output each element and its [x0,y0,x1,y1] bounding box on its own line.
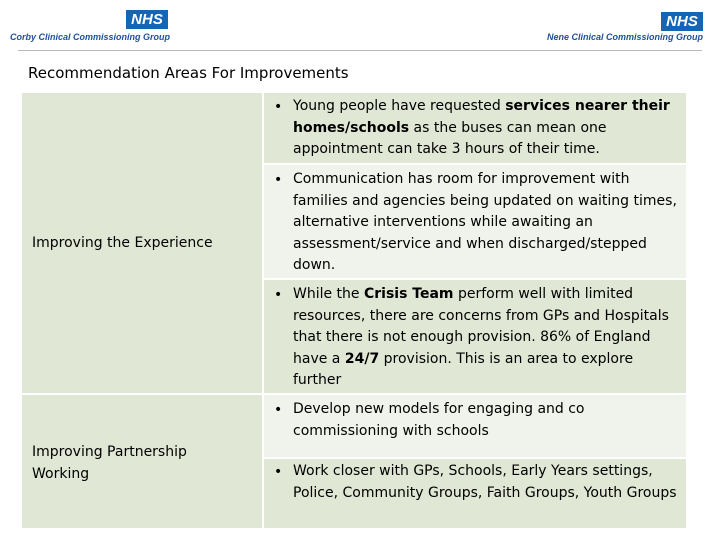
table-row [264,165,686,278]
bullet-icon: • [274,464,283,480]
recommendation-text: Work closer with GPs, Schools, Early Years settings, Police, Community Groups, Faith Groups, Youth Groups [293,463,677,501]
recommendation-text: Communication has room for improvement with families and agencies being updated on waiting times, alternative interventions while awaiting an assessment/service and when discharged/stepped down. [293,171,677,273]
bullet-icon: • [274,287,283,303]
nhs-logo-badge: NHS [126,10,168,29]
section-label-cell [22,395,262,528]
table-row [264,395,686,457]
table-row [264,93,686,163]
corby-ccg-name: Corby Clinical Commissioning Group [9,32,170,42]
corby-ccg-logo [9,10,170,42]
section-label-partnership: Improving Partnership Working [32,444,187,482]
nene-ccg-logo [546,12,703,42]
bullet-icon: • [274,172,283,188]
bullet-icon: • [274,402,283,418]
nene-ccg-name: Nene Clinical Commissioning Group [546,32,703,42]
table-row [264,459,686,528]
section-label-experience: Improving the Experience [32,235,213,251]
section-label-cell [22,93,262,393]
bullet-icon: • [274,99,283,115]
recommendation-text: While the Crisis Team perform well with limited resources, there are concerns from GPs and Hospitals that there is not enough provision. 86% of England have a 24/7 provision. This is an area to explore further [293,286,669,388]
recommendation-text: Young people have requested services nearer their homes/schools as the buses can mean one appointment can take 3 hours of their time. [293,98,670,157]
nhs-logo-badge: NHS [661,12,703,31]
table-row [264,280,686,393]
recommendation-text: Develop new models for engaging and co commissioning with schools [293,401,585,439]
header-divider [18,50,702,51]
page-title: Recommendation Areas For Improvements [28,64,349,82]
